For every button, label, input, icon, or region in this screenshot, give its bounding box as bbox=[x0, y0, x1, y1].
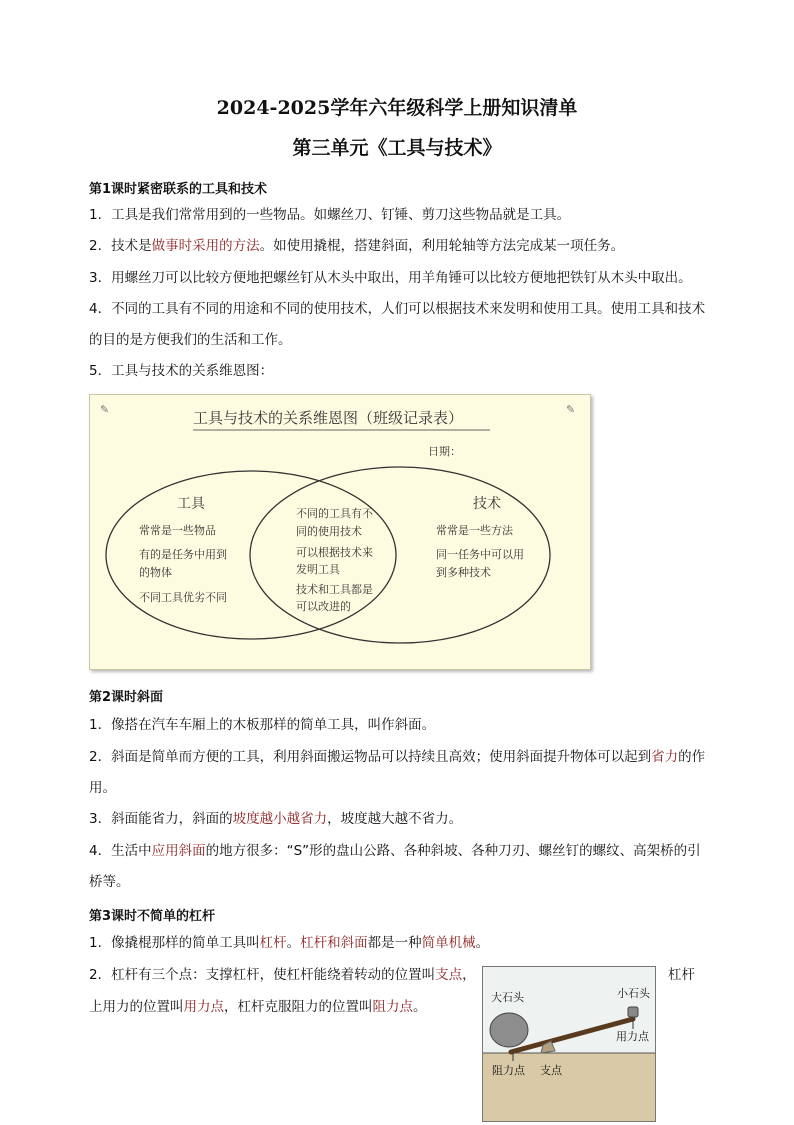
tools-item: 不同工具优劣不同 bbox=[139, 591, 227, 604]
lesson1-heading: 第1课时紧密联系的工具和技术 bbox=[89, 182, 268, 197]
shared-item: 同的使用技术 bbox=[296, 525, 362, 538]
lesson2-heading: 第2课时斜面 bbox=[89, 690, 164, 705]
tools-item: 有的是任务中用到 bbox=[139, 548, 227, 561]
unit-title: 第三单元《工具与技术》 bbox=[292, 137, 502, 159]
shared-item: 可以根据技术来 bbox=[296, 546, 373, 559]
highlight-text: 坡度越小越省力 bbox=[232, 811, 328, 827]
pin-icon: ✎ bbox=[566, 403, 576, 416]
lesson2-item-2: 2．斜面是简单而方便的工具，利用斜面搬运物品可以持续且高效；使用斜面提升物体可以起到省力的作用。 bbox=[89, 749, 706, 796]
tools-item: 的物体 bbox=[139, 566, 172, 579]
diagram-title: 工具与技术的关系维恩图（班级记录表） bbox=[193, 409, 464, 427]
lever-bar bbox=[511, 1019, 633, 1052]
document-title: 2024-2025学年六年级科学上册知识清单 bbox=[216, 97, 578, 119]
effort-point-label: 用力点 bbox=[616, 1030, 649, 1043]
lesson1-item-2: 2．技术是做事时采用的方法。如使用撬棍，搭建斜面，利用轮轴等方法完成某一项任务。 bbox=[89, 238, 625, 254]
resistance-point-label: 阻力点 bbox=[492, 1064, 525, 1077]
technology-title: 技术 bbox=[473, 496, 501, 512]
lesson3-item-2-word: 杠杆 bbox=[668, 967, 695, 983]
small-stone-label: 小石头 bbox=[617, 987, 650, 1000]
technology-item: 到多种技术 bbox=[436, 566, 491, 579]
lesson3-item-1: 1．像撬棍那样的简单工具叫杠杆。杠杆和斜面都是一种简单机械。 bbox=[89, 935, 490, 951]
lesson3-heading: 第3课时不简单的杠杆 bbox=[89, 909, 216, 924]
lesson2-item-4: 4．生活中应用斜面的地方很多：“S”形的盘山公路、各种斜坡、各种刀刃、螺丝钉的螺纹、高架桥的引桥等。 bbox=[89, 843, 701, 890]
shared-item: 可以改进的 bbox=[296, 600, 351, 613]
small-stone bbox=[628, 1007, 638, 1017]
lesson1-item-1: 1．工具是我们常常用到的一些物品。如螺丝刀、钉锤、剪刀这些物品就是工具。 bbox=[89, 207, 571, 223]
lesson3-item-2-line1: 2．杠杆有三个点：支撑杠杆，使杠杆能绕着转动的位置叫支点， bbox=[89, 967, 476, 983]
tools-item: 常常是一些物品 bbox=[139, 524, 216, 537]
lever-illustration bbox=[483, 967, 655, 1121]
lesson3-item-2-line2: 上用力的位置叫用力点，杠杆克服阻力的位置叫阻力点。 bbox=[89, 999, 427, 1015]
lesson1-item-4: 4．不同的工具有不同的用途和不同的使用技术，人们可以根据技术来发明和使用工具。使用工具和技术的目的是方便我们的生活和工作。 bbox=[89, 301, 706, 348]
shared-item: 技术和工具都是 bbox=[296, 583, 373, 596]
technology-item: 同一任务中可以用 bbox=[436, 548, 524, 561]
highlight-text: 做事时采用的方法 bbox=[151, 238, 260, 254]
highlight-text: 省力 bbox=[651, 749, 679, 765]
lesson2-item-3: 3．斜面能省力，斜面的坡度越小越省力，坡度越大越不省力。 bbox=[89, 811, 463, 827]
lesson2-item-1: 1．像搭在汽车车厢上的木板那样的简单工具，叫作斜面。 bbox=[89, 717, 436, 733]
fulcrum-label: 支点 bbox=[540, 1064, 562, 1077]
date-label: 日期： bbox=[428, 445, 461, 458]
lesson1-item-3: 3．用螺丝刀可以比较方便地把螺丝钉从木头中取出，用羊角锤可以比较方便地把铁钉从木头中取出。 bbox=[89, 270, 692, 286]
big-stone-label: 大石头 bbox=[491, 991, 524, 1004]
tools-title: 工具 bbox=[177, 496, 205, 512]
shared-item: 发明工具 bbox=[296, 563, 340, 576]
big-stone bbox=[490, 1013, 528, 1047]
lever-figure bbox=[482, 966, 656, 1122]
pin-icon: ✎ bbox=[100, 403, 110, 416]
shared-item: 不同的工具有不 bbox=[296, 507, 373, 520]
venn-diagram-figure bbox=[89, 394, 591, 670]
venn-diagram bbox=[90, 395, 590, 669]
technology-item: 常常是一些方法 bbox=[436, 524, 513, 537]
lesson1-item-5: 5．工具与技术的关系维恩图： bbox=[89, 363, 274, 379]
highlight-text: 应用斜面 bbox=[151, 843, 206, 859]
